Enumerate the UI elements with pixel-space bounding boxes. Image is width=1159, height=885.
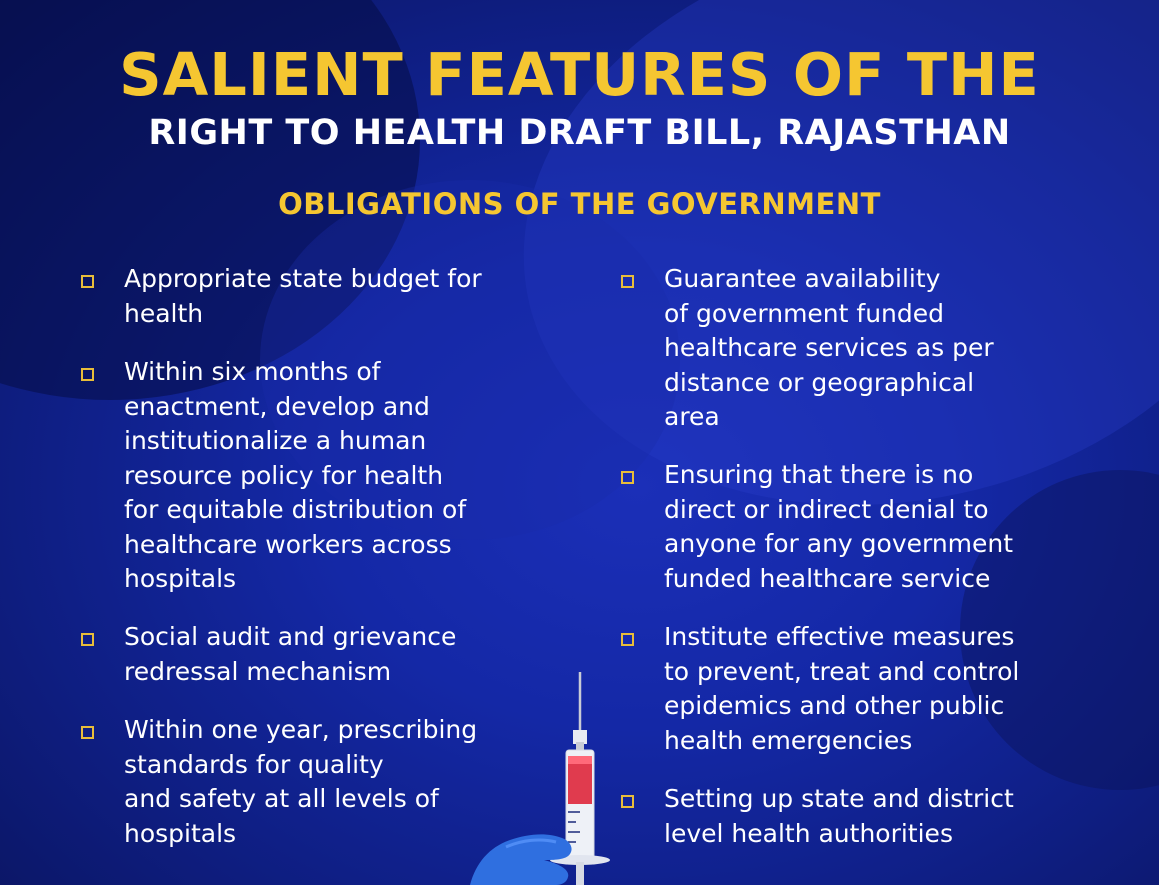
page-title: SALIENT FEATURES OF THE [119,40,1040,109]
section-heading: OBLIGATIONS OF THE GOVERNMENT [278,187,881,221]
square-bullet-icon [81,726,94,739]
square-bullet-icon [81,275,94,288]
square-bullet-icon [621,633,634,646]
list-item: Appropriate state budget for health [78,262,548,331]
list-item: Ensuring that there is no direct or indirect denial to anyone for any government funded healthcare service [618,458,1088,596]
list-item: Social audit and grievance redressal mechanism [78,620,548,689]
syringe-icon [470,672,630,885]
page-subtitle: RIGHT TO HEALTH DRAFT BILL, RAJASTHAN [148,113,1011,153]
list-item: Guarantee availability of government funded healthcare services as per distance or geographical area [618,262,1088,434]
square-bullet-icon [81,633,94,646]
right-column-list [618,262,1088,851]
list-item: Within six months of enactment, develop and institutionalize a human resource policy for health for equitable distribution of healthcare workers across hospitals [78,355,548,596]
list-item: Institute effective measures to prevent, treat and control epidemics and other public health emergencies [618,620,1088,758]
square-bullet-icon [81,368,94,381]
square-bullet-icon [621,471,634,484]
list-item: Setting up state and district level health authorities [618,782,1088,851]
square-bullet-icon [621,275,634,288]
list-item: Within one year, prescribing standards for quality and safety at all levels of hospitals [78,713,548,851]
